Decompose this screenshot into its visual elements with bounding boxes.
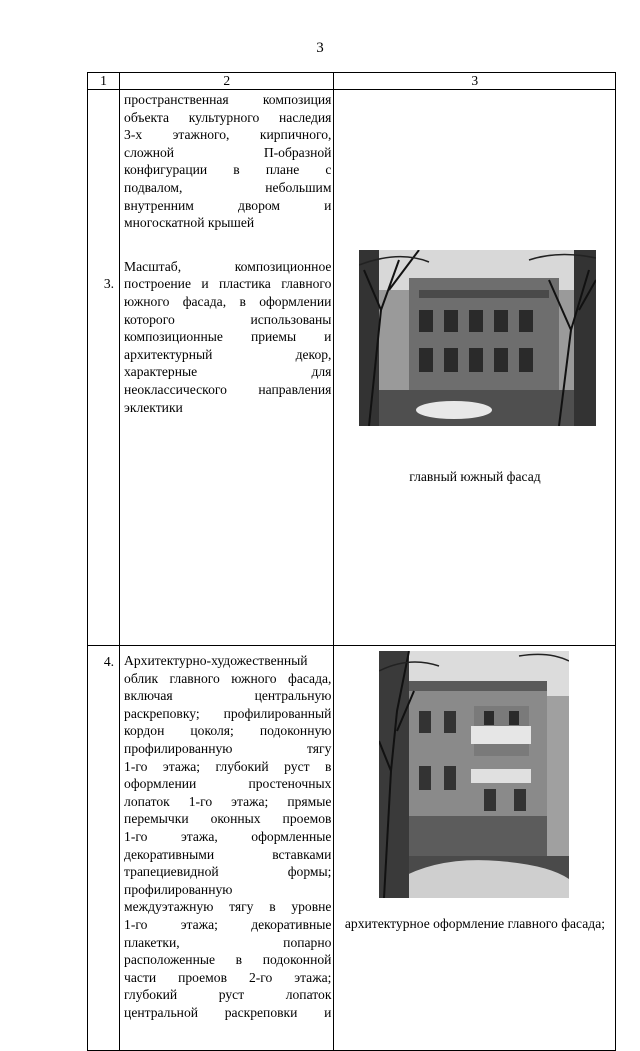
text-line: профилированную тягу [124, 740, 332, 756]
text-line: эклектики [124, 399, 183, 415]
text-line: лопаток 1-го этажа; прямые [124, 793, 332, 809]
header-col-2: 2 [120, 73, 334, 90]
south-facade-caption: главный южный фасад [409, 469, 541, 484]
row-photo-cell [334, 646, 616, 1051]
text-line: сложной П-образной [124, 144, 332, 160]
text-line: оформлении простеночных [124, 776, 332, 792]
text-line: расположенные в подоконной [124, 952, 332, 968]
text-line: неоклассического направления [124, 381, 332, 397]
table-row-4 [88, 646, 616, 1051]
table-row-3 [88, 90, 616, 646]
text-line: 1-го этажа; декоративные [124, 916, 332, 932]
header-col-1: 1 [88, 73, 120, 90]
header-col-3: 3 [334, 73, 616, 90]
text-line: глубокий руст лопаток [124, 987, 332, 1003]
row-description [120, 646, 334, 1051]
text-line: Архитектурно-художественный [124, 653, 308, 668]
text-line: характерные для [124, 364, 332, 380]
text-line: Масштаб, композиционное [124, 258, 332, 274]
text-line: пространственная композиция [124, 92, 332, 107]
south-facade-photo [359, 250, 596, 426]
text-line: раскреповку; профилированный [124, 705, 332, 721]
text-line: профилированную [124, 881, 233, 897]
facade-detail-caption: архитектурное оформление главного фасада; [344, 916, 606, 931]
facade-detail-photo [379, 651, 569, 898]
text-line: 1-го этажа; глубокий руст в [124, 758, 332, 774]
text-line: внутренним двором и [124, 197, 332, 213]
text-line: декоративными вставками [124, 846, 332, 862]
text-line: облик главного южного фасада, [124, 670, 332, 686]
text-line: конфигурации в плане с [124, 162, 332, 178]
row-number: 3. [88, 90, 120, 646]
text-line: южного фасада, в оформлении [124, 293, 332, 309]
row-number: 4. [88, 646, 120, 1051]
text-line: перемычки оконных проемов [124, 811, 332, 827]
text-line: которого использованы [124, 311, 332, 327]
text-line: архитектурный декор, [124, 346, 332, 362]
monument-features-table [87, 72, 616, 1051]
text-line: трапециевидной формы; [124, 864, 332, 880]
text-line: многоскатной крышей [124, 215, 255, 231]
text-line: включая центральную [124, 688, 332, 704]
table-header-row [88, 73, 616, 90]
text-line: объекта культурного наследия [124, 109, 332, 125]
page-number: 3 [316, 40, 324, 56]
row-photo-cell [334, 90, 616, 646]
text-line: кордон цоколя; подоконную [124, 723, 332, 739]
text-line: композиционные приемы и [124, 329, 332, 345]
text-line: центральной раскреповки и [124, 1004, 332, 1020]
text-line: плакетки, попарно [124, 934, 332, 950]
text-line: части проемов 2-го этажа; [124, 969, 332, 985]
text-line: 3-х этажного, кирпичного, [124, 127, 332, 143]
text-line: построение и пластика главного [124, 276, 332, 292]
text-line: междуэтажную тягу в уровне [124, 899, 332, 915]
text-line: 1-го этажа, оформленные [124, 828, 332, 844]
row-description [120, 90, 334, 646]
text-line: подвалом, небольшим [124, 179, 332, 195]
